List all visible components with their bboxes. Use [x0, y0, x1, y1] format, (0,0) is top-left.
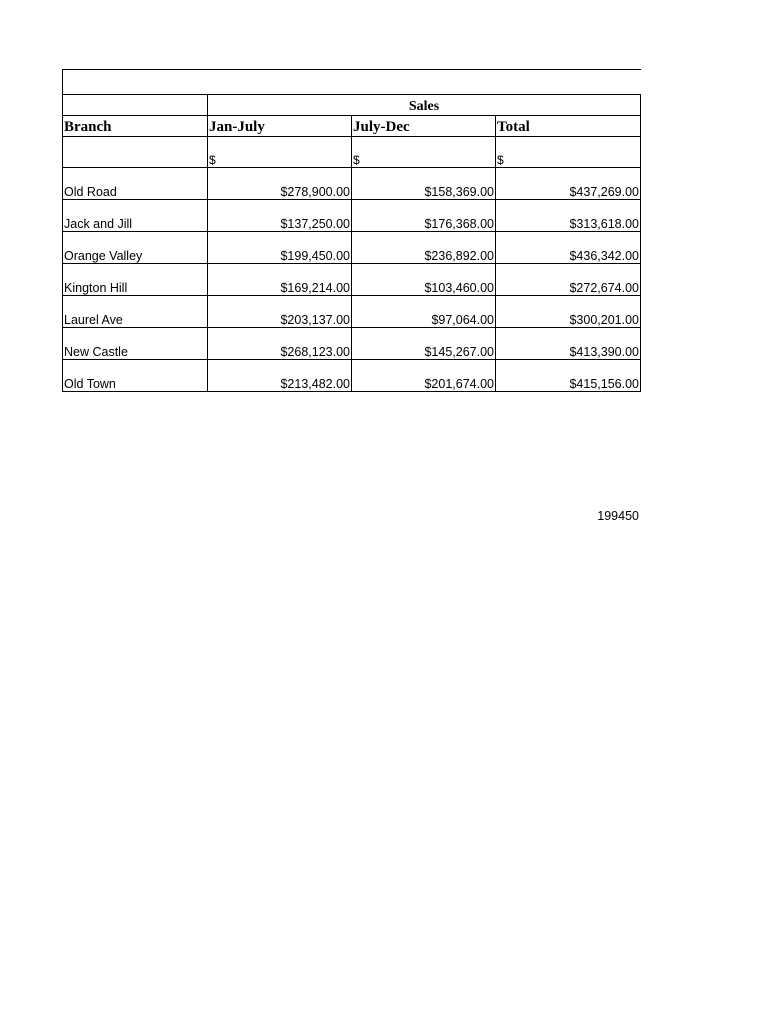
table-row [63, 200, 641, 232]
sales-group-row [63, 95, 641, 116]
table-row [63, 264, 641, 296]
july-dec-cell[interactable]: $103,460.00 [352, 264, 496, 296]
table-top-cell[interactable] [63, 70, 641, 95]
jan-july-cell[interactable]: $199,450.00 [208, 232, 352, 264]
total-cell[interactable]: $272,674.00 [496, 264, 641, 296]
unit-cell-total[interactable]: $ [496, 137, 641, 168]
branch-cell[interactable]: New Castle [63, 328, 208, 360]
july-dec-cell[interactable]: $201,674.00 [352, 360, 496, 392]
branch-cell[interactable]: Old Road [63, 168, 208, 200]
unit-cell-july-dec[interactable]: $ [352, 137, 496, 168]
spreadsheet-table-container [62, 69, 640, 392]
table-row [63, 360, 641, 392]
jan-july-cell[interactable]: $169,214.00 [208, 264, 352, 296]
column-header-row [63, 116, 641, 137]
total-cell[interactable]: $313,618.00 [496, 200, 641, 232]
jan-july-cell[interactable]: $203,137.00 [208, 296, 352, 328]
table-row [63, 168, 641, 200]
july-dec-cell[interactable]: $158,369.00 [352, 168, 496, 200]
stray-cell-value[interactable]: 199450 [597, 509, 639, 523]
branch-cell[interactable]: Old Town [63, 360, 208, 392]
column-header-july-dec[interactable]: July-Dec [352, 116, 496, 137]
sales-table [62, 69, 641, 392]
unit-cell-jan-july[interactable]: $ [208, 137, 352, 168]
sales-group-header[interactable]: Sales [208, 95, 641, 116]
table-row [63, 296, 641, 328]
jan-july-cell[interactable]: $278,900.00 [208, 168, 352, 200]
column-header-branch[interactable]: Branch [63, 116, 208, 137]
branch-cell[interactable]: Laurel Ave [63, 296, 208, 328]
jan-july-cell[interactable]: $213,482.00 [208, 360, 352, 392]
jan-july-cell[interactable]: $268,123.00 [208, 328, 352, 360]
table-row [63, 232, 641, 264]
total-cell[interactable]: $415,156.00 [496, 360, 641, 392]
july-dec-cell[interactable]: $176,368.00 [352, 200, 496, 232]
unit-row [63, 137, 641, 168]
branch-cell[interactable]: Jack and Jill [63, 200, 208, 232]
sales-group-blank-cell[interactable] [63, 95, 208, 116]
table-top-row [63, 70, 641, 95]
jan-july-cell[interactable]: $137,250.00 [208, 200, 352, 232]
total-cell[interactable]: $413,390.00 [496, 328, 641, 360]
column-header-total[interactable]: Total [496, 116, 641, 137]
table-row [63, 328, 641, 360]
total-cell[interactable]: $437,269.00 [496, 168, 641, 200]
branch-cell[interactable]: Kington Hill [63, 264, 208, 296]
july-dec-cell[interactable]: $236,892.00 [352, 232, 496, 264]
july-dec-cell[interactable]: $145,267.00 [352, 328, 496, 360]
july-dec-cell[interactable]: $97,064.00 [352, 296, 496, 328]
total-cell[interactable]: $436,342.00 [496, 232, 641, 264]
branch-cell[interactable]: Orange Valley [63, 232, 208, 264]
column-header-jan-july[interactable]: Jan-July [208, 116, 352, 137]
total-cell[interactable]: $300,201.00 [496, 296, 641, 328]
unit-cell-branch[interactable] [63, 137, 208, 168]
